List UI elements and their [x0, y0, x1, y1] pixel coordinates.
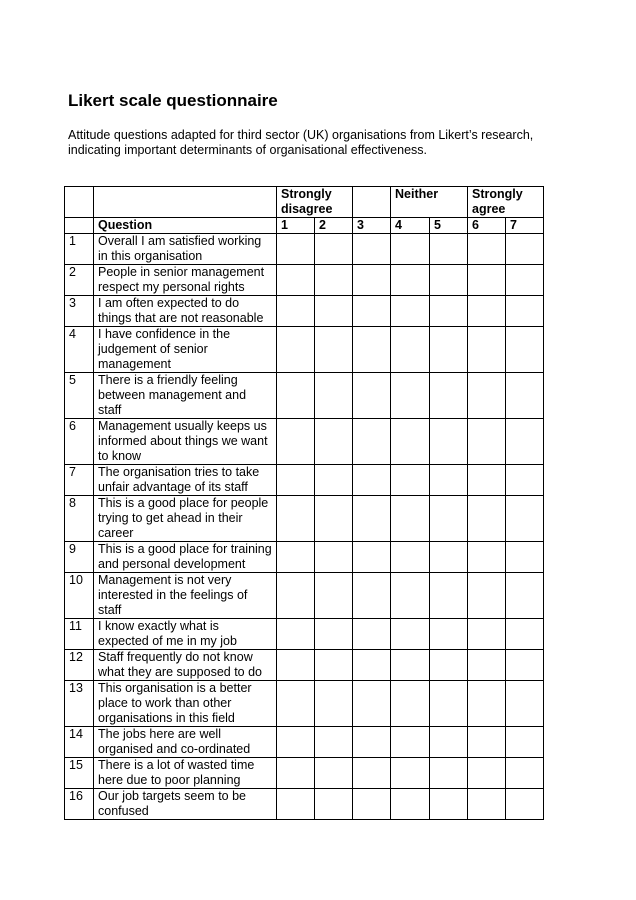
question-text: The organisation tries to take unfair advantage of its staff [94, 465, 277, 496]
table-row [65, 681, 544, 727]
table-row [65, 758, 544, 789]
rating-cell-4[interactable] [391, 373, 430, 419]
rating-cell-4[interactable] [391, 789, 430, 820]
question-number: 4 [65, 327, 94, 373]
rating-cell-6[interactable] [468, 465, 506, 496]
rating-cell-5[interactable] [430, 234, 468, 265]
rating-cell-2[interactable] [315, 234, 353, 265]
rating-cell-5[interactable] [430, 758, 468, 789]
rating-cell-5[interactable] [430, 650, 468, 681]
rating-cell-1[interactable] [277, 496, 315, 542]
rating-cell-4[interactable] [391, 619, 430, 650]
scale-point-6: 6 [468, 218, 506, 234]
rating-cell-6[interactable] [468, 419, 506, 465]
question-number: 2 [65, 265, 94, 296]
rating-cell-6[interactable] [468, 573, 506, 619]
table-row [65, 465, 544, 496]
question-number: 6 [65, 419, 94, 465]
rating-cell-2[interactable] [315, 296, 353, 327]
rating-cell-3[interactable] [353, 296, 391, 327]
rating-cell-6[interactable] [468, 496, 506, 542]
table-row [65, 296, 544, 327]
question-text: I know exactly what is expected of me in my job [94, 619, 277, 650]
rating-cell-3[interactable] [353, 465, 391, 496]
rating-cell-5[interactable] [430, 265, 468, 296]
rating-cell-2[interactable] [315, 789, 353, 820]
rating-cell-7[interactable] [506, 465, 544, 496]
question-number: 3 [65, 296, 94, 327]
rating-cell-3[interactable] [353, 496, 391, 542]
rating-cell-3[interactable] [353, 681, 391, 727]
question-text: Overall I am satisfied working in this organisation [94, 234, 277, 265]
rating-cell-1[interactable] [277, 234, 315, 265]
rating-cell-1[interactable] [277, 650, 315, 681]
table-row [65, 650, 544, 681]
question-number: 10 [65, 573, 94, 619]
rating-cell-2[interactable] [315, 327, 353, 373]
rating-cell-3[interactable] [353, 619, 391, 650]
rating-cell-7[interactable] [506, 234, 544, 265]
rating-cell-1[interactable] [277, 619, 315, 650]
table-row [65, 373, 544, 419]
rating-cell-1[interactable] [277, 296, 315, 327]
column-header-row [65, 218, 544, 234]
question-number: 7 [65, 465, 94, 496]
rating-cell-1[interactable] [277, 419, 315, 465]
rating-cell-2[interactable] [315, 419, 353, 465]
rating-cell-4[interactable] [391, 496, 430, 542]
header-blank-number [65, 187, 94, 218]
rating-cell-7[interactable] [506, 573, 544, 619]
rating-cell-6[interactable] [468, 681, 506, 727]
rating-cell-6[interactable] [468, 619, 506, 650]
scale-header-row [65, 187, 544, 218]
question-text: Our job targets seem to be confused [94, 789, 277, 820]
rating-cell-6[interactable] [468, 296, 506, 327]
rating-cell-4[interactable] [391, 296, 430, 327]
rating-cell-6[interactable] [468, 758, 506, 789]
rating-cell-3[interactable] [353, 234, 391, 265]
rating-cell-1[interactable] [277, 465, 315, 496]
question-text: The jobs here are well organised and co-ordinated [94, 727, 277, 758]
question-text: This is a good place for people trying to get ahead in their career [94, 496, 277, 542]
rating-cell-4[interactable] [391, 465, 430, 496]
rating-cell-3[interactable] [353, 419, 391, 465]
rating-cell-1[interactable] [277, 265, 315, 296]
question-text: This is a good place for training and personal development [94, 542, 277, 573]
question-number: 12 [65, 650, 94, 681]
question-text: Management is not very interested in the feelings of staff [94, 573, 277, 619]
rating-cell-7[interactable] [506, 789, 544, 820]
question-text: Management usually keeps us informed about things we want to know [94, 419, 277, 465]
rating-cell-1[interactable] [277, 573, 315, 619]
rating-cell-2[interactable] [315, 542, 353, 573]
rating-cell-7[interactable] [506, 650, 544, 681]
rating-cell-6[interactable] [468, 650, 506, 681]
rating-cell-6[interactable] [468, 789, 506, 820]
header-blank-question [94, 187, 277, 218]
rating-cell-3[interactable] [353, 758, 391, 789]
table-row [65, 789, 544, 820]
rating-cell-7[interactable] [506, 419, 544, 465]
scale-point-1: 1 [277, 218, 315, 234]
rating-cell-3[interactable] [353, 542, 391, 573]
rating-cell-5[interactable] [430, 542, 468, 573]
rating-cell-4[interactable] [391, 419, 430, 465]
rating-cell-5[interactable] [430, 727, 468, 758]
rating-cell-6[interactable] [468, 234, 506, 265]
rating-cell-7[interactable] [506, 758, 544, 789]
rating-cell-1[interactable] [277, 789, 315, 820]
question-number: 16 [65, 789, 94, 820]
rating-cell-5[interactable] [430, 789, 468, 820]
table-row [65, 265, 544, 296]
table-row [65, 327, 544, 373]
rating-cell-2[interactable] [315, 650, 353, 681]
rating-cell-5[interactable] [430, 681, 468, 727]
question-text: I have confidence in the judgement of senior management [94, 327, 277, 373]
neither-header: Neither [391, 187, 468, 218]
question-number: 11 [65, 619, 94, 650]
intro-paragraph: Attitude questions adapted for third sector (UK) organisations from Likert’s research, indicating important determinants of organisational effectiveness. [68, 128, 534, 157]
rating-cell-4[interactable] [391, 542, 430, 573]
rating-cell-2[interactable] [315, 727, 353, 758]
question-number: 14 [65, 727, 94, 758]
rating-cell-3[interactable] [353, 727, 391, 758]
rating-cell-5[interactable] [430, 296, 468, 327]
rating-cell-4[interactable] [391, 758, 430, 789]
page-title: Likert scale questionnaire [68, 91, 278, 110]
question-column-header: Question [94, 218, 277, 234]
rating-cell-1[interactable] [277, 681, 315, 727]
rating-cell-7[interactable] [506, 296, 544, 327]
rating-cell-2[interactable] [315, 265, 353, 296]
question-text: There is a friendly feeling between management and staff [94, 373, 277, 419]
rating-cell-3[interactable] [353, 650, 391, 681]
rating-cell-2[interactable] [315, 373, 353, 419]
table-row [65, 542, 544, 573]
rating-cell-1[interactable] [277, 373, 315, 419]
rating-cell-5[interactable] [430, 419, 468, 465]
rating-cell-7[interactable] [506, 727, 544, 758]
rating-cell-2[interactable] [315, 573, 353, 619]
rating-cell-5[interactable] [430, 496, 468, 542]
question-number: 5 [65, 373, 94, 419]
rating-cell-1[interactable] [277, 327, 315, 373]
table-row [65, 727, 544, 758]
likert-table [64, 186, 544, 820]
rating-cell-2[interactable] [315, 496, 353, 542]
strongly-disagree-header: Strongly disagree [277, 187, 353, 218]
rating-cell-7[interactable] [506, 496, 544, 542]
rating-cell-6[interactable] [468, 327, 506, 373]
question-number: 15 [65, 758, 94, 789]
table-row [65, 573, 544, 619]
question-text: People in senior management respect my personal rights [94, 265, 277, 296]
rating-cell-2[interactable] [315, 619, 353, 650]
rating-cell-7[interactable] [506, 373, 544, 419]
rating-cell-6[interactable] [468, 373, 506, 419]
rating-cell-5[interactable] [430, 619, 468, 650]
header-blank-3 [353, 187, 391, 218]
question-number: 13 [65, 681, 94, 727]
rating-cell-7[interactable] [506, 542, 544, 573]
rating-cell-7[interactable] [506, 327, 544, 373]
question-number: 8 [65, 496, 94, 542]
rating-cell-5[interactable] [430, 327, 468, 373]
question-number: 9 [65, 542, 94, 573]
scale-point-2: 2 [315, 218, 353, 234]
rating-cell-4[interactable] [391, 327, 430, 373]
rating-cell-3[interactable] [353, 373, 391, 419]
rating-cell-3[interactable] [353, 789, 391, 820]
rating-cell-1[interactable] [277, 542, 315, 573]
table-row [65, 496, 544, 542]
rating-cell-4[interactable] [391, 650, 430, 681]
rating-cell-3[interactable] [353, 265, 391, 296]
question-text: This organisation is a better place to work than other organisations in this field [94, 681, 277, 727]
rating-cell-7[interactable] [506, 681, 544, 727]
rating-cell-6[interactable] [468, 265, 506, 296]
rating-cell-6[interactable] [468, 542, 506, 573]
rating-cell-4[interactable] [391, 234, 430, 265]
scale-point-5: 5 [430, 218, 468, 234]
rating-cell-7[interactable] [506, 265, 544, 296]
question-text: There is a lot of wasted time here due to poor planning [94, 758, 277, 789]
question-text: I am often expected to do things that are not reasonable [94, 296, 277, 327]
rating-cell-2[interactable] [315, 465, 353, 496]
scale-point-4: 4 [391, 218, 430, 234]
question-text: Staff frequently do not know what they are supposed to do [94, 650, 277, 681]
scale-point-7: 7 [506, 218, 544, 234]
rating-cell-2[interactable] [315, 681, 353, 727]
header-blank-number-2 [65, 218, 94, 234]
rating-cell-1[interactable] [277, 758, 315, 789]
rating-cell-2[interactable] [315, 758, 353, 789]
rating-cell-4[interactable] [391, 573, 430, 619]
rating-cell-5[interactable] [430, 465, 468, 496]
rating-cell-6[interactable] [468, 727, 506, 758]
strongly-agree-header: Strongly agree [468, 187, 544, 218]
rating-cell-7[interactable] [506, 619, 544, 650]
table-row [65, 234, 544, 265]
rating-cell-4[interactable] [391, 727, 430, 758]
rating-cell-5[interactable] [430, 573, 468, 619]
rating-cell-3[interactable] [353, 573, 391, 619]
rating-cell-3[interactable] [353, 327, 391, 373]
rating-cell-4[interactable] [391, 265, 430, 296]
table-row [65, 419, 544, 465]
rating-cell-5[interactable] [430, 373, 468, 419]
question-number: 1 [65, 234, 94, 265]
scale-point-3: 3 [353, 218, 391, 234]
rating-cell-1[interactable] [277, 727, 315, 758]
rating-cell-4[interactable] [391, 681, 430, 727]
table-row [65, 619, 544, 650]
